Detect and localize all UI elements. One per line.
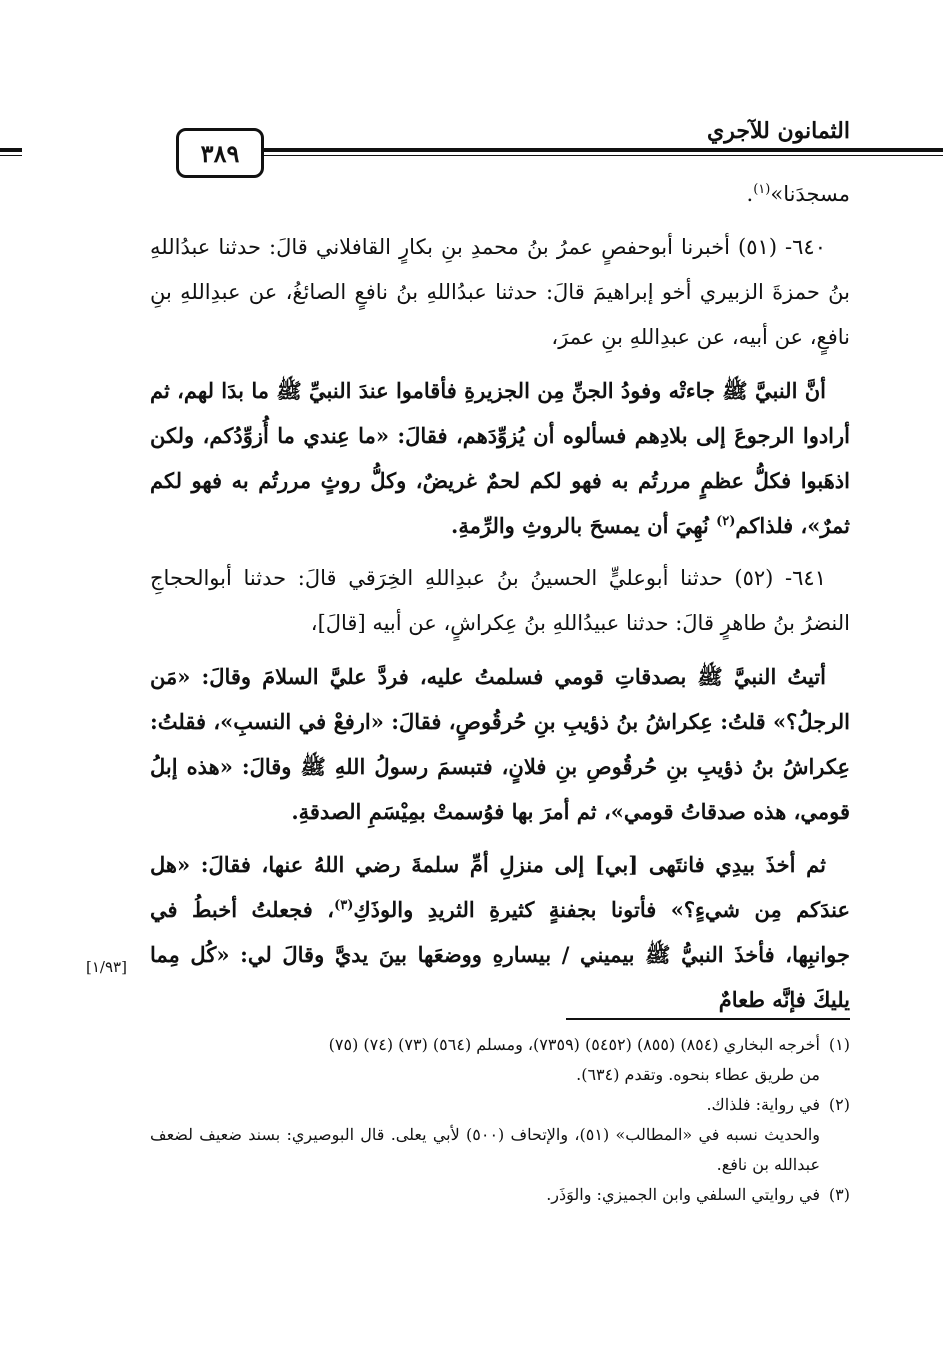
footnote-ref-3: (٣)	[334, 898, 354, 913]
footnote-separator	[566, 1018, 850, 1020]
hadith-640-isnad: ٦٤٠- (٥١) أخبرنا أبوحفصٍ عمرُ بنُ محمدِ بنِ بكارٍ القافلاني قالَ: حدثنا عبدُاللهِ بنُ حمزةَ الزبيري أخو إبراهيمَ قالَ: حدثنا عبدُاللهِ بنُ نافعٍ الصائغُ، عن عبدِاللهِ بنِ نافعٍ، عن أبيه، عن عبدِاللهِ بنِ عمرَ،	[150, 235, 850, 349]
header-rule-left-thin	[0, 155, 22, 156]
manuscript-folio-ref: [١/٩٣]	[86, 958, 127, 976]
hadith-641-text-cont: ثم أخذَ بيدِي فانتَهى [بي] إلى منزلِ أمِّ سلمةَ رضي اللهُ عنها، فقالَ: «هل عندَكم مِن شيءٍ؟» فأتونا بجفنةٍ كثيرةِ الثريدِ والوذَكِ$^{(٣)}$، فجعلتُ أخبطُ في جوانبِها، فأخذَ النبيُّ ﷺ بيميني / بيسارهِ ووضعَها بينَ يديَّ وقالَ لي: «كُل مِما يليكَ فإنَّه طعامٌ	[150, 852, 851, 1012]
footnote-ref-1: (١)	[753, 182, 771, 197]
running-title: الثمانون للآجري	[707, 118, 850, 144]
main-text	[150, 172, 850, 1022]
header-rule-thin	[258, 155, 943, 156]
hadith-641-isnad: ٦٤١- (٥٢) حدثنا أبوعليٍّ الحسينُ بنُ عبدِاللهِ الخِرَقي قالَ: حدثنا أبوالحجاجِ النضرُ بنُ طاهرٍ قالَ: حدثنا عبيدُاللهِ بنُ عِكراشٍ، عن أبيه [قالَ]،	[150, 566, 850, 635]
header-rule-thick	[258, 148, 943, 152]
footnote-3: (٣)في روايتي السلفي وابن الجميزي: والوَذَر.	[546, 1185, 850, 1204]
footnotes	[150, 1030, 850, 1210]
footnote-ref-2: (٢)	[716, 514, 736, 529]
footnote-1-cont: من طريق عطاء بنحوه. وتقدم (٦٣٤).	[576, 1065, 820, 1084]
footnote-2: (٢)في رواية: فلذاك.	[706, 1095, 850, 1114]
footnote-2-cont: والحديث نسبه في «المطالب» (٥١)، والإتحاف (٥٠٠) لأبي يعلى. قال البوصيري: بسند ضعيف لضعف عبدالله بن نافع.	[150, 1125, 821, 1174]
hadith-640-text: أنَّ النبيَّ ﷺ جاءتْه وفودُ الجنِّ مِن الجزيرةِ فأقاموا عندَ النبيِّ ﷺ ما بدَا لهم، ثم أرادوا الرجوعَ إلى بلادِهم فسألوه أن يُزوِّدَهم، فقالَ: «ما عِندي ما أُزوِّدُكم، ولكن اذهَبوا فكلُّ عظمٍ مررتُم به فهو لكم لحمٌ غريضٌ، وكلُّ روثٍ مررتُم به فهو لكم ثمرٌ»، فلذاكم$^{(٢)}$ نُهِيَ أن يمسحَ بالروثِ والرِّمةِ.	[150, 378, 850, 538]
footnote-1: (١)أخرجه البخاري (٨٥٤) (٨٥٥) (٥٤٥٢) (٧٣٥٩)، ومسلم (٥٦٤) (٧٣) (٧٤) (٧٥)	[328, 1035, 850, 1054]
hadith-641-text: أتيتُ النبيَّ ﷺ بصدقاتِ قومي فسلمتُ عليه، فردَّ عليَّ السلامَ وقالَ: «مَن الرجلُ؟» قلتُ: عِكراشُ بنُ ذؤيبِ بنِ حُرقُوصٍ، فقالَ: «ارفعْ في النسبِ»، فقلتُ: عِكراشُ بنُ ذؤيبِ بنِ حُرقُوصِ بنِ فلانٍ، فتبسمَ رسولُ اللهِ ﷺ وقالَ: «هذه إبلُ قومي، هذه صدقاتُ قومي»، ثم أمرَ بها فوُسمتْ بمِيْسَمِ الصدقةِ.	[150, 664, 850, 824]
page-number: ٣٨٩	[176, 128, 264, 178]
header-rule-left-thick	[0, 148, 22, 152]
paragraph-continuation: مسجدَنا»$^{(١)}$.	[746, 182, 850, 206]
